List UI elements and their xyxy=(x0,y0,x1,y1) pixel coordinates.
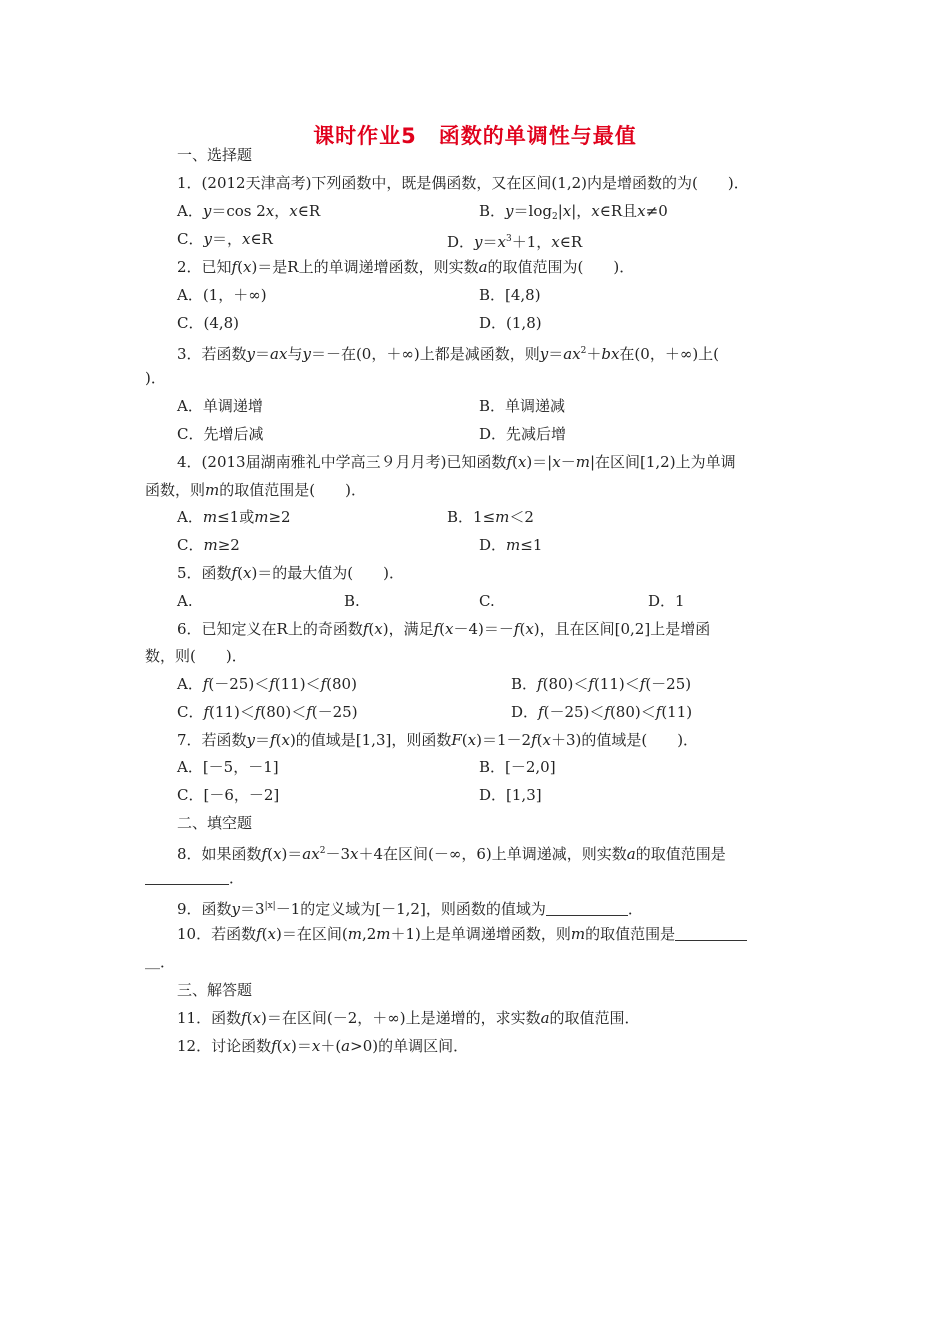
question-5: 5．函数f(x)＝的最大值为( )． xyxy=(177,564,404,582)
question-4: 4．(2013届湖南雅礼中学高三９月月考)已知函数f(x)＝|x－m|在区间[1,2)上为单调 xyxy=(177,453,736,471)
q3-option-d: D．先减后增 xyxy=(479,425,567,443)
q2-option-b: B．[4,8) xyxy=(479,286,541,304)
question-10-continued: ＿． xyxy=(145,953,176,971)
question-8: 8．如果函数$f(x)=ax^2-3x+4$在区间(－∞，6)上单调递减，则实数a的取值范围是 xyxy=(177,845,726,863)
q1-option-a: A．y＝cos 2x，x∈R xyxy=(177,202,321,220)
q7-option-c: C．[－6，－2] xyxy=(177,786,280,804)
q2-option-d: D．(1,8) xyxy=(479,314,542,332)
q6-option-a: A．f(－25)＜f(11)＜f(80) xyxy=(177,675,357,693)
section-heading-fill: 二、填空题 xyxy=(177,814,253,832)
q7-option-b: B．[－2,0] xyxy=(479,758,556,776)
q6-option-c: C．f(11)＜f(80)＜f(－25) xyxy=(177,703,358,721)
question-9: 9．函数$y=3^{|x|}-1$的定义域为[－1,2]，则函数的值域为 ． xyxy=(177,900,643,918)
q5-option-b: B. xyxy=(344,592,360,610)
q3-option-a: A．单调递增 xyxy=(177,397,263,415)
question-2: 2．已知f(x)＝是R上的单调递增函数，则实数a的取值范围为( )． xyxy=(177,258,635,276)
q1-option-b: B．$y=\log_2|x|$，x∈R且x≠0 xyxy=(479,202,668,222)
question-8-answer-line: ． xyxy=(145,868,244,888)
question-11: 11．函数f(x)＝在区间(－2，＋∞)上是递增的，求实数a的取值范围． xyxy=(177,1009,640,1027)
question-6: 6．已知定义在R上的奇函数f(x)，满足f(x－4)＝－f(x)，且在区间[0,2]上是增函 xyxy=(177,620,711,638)
q1-option-d: D．$y=x^3+1$，x∈R xyxy=(447,233,583,251)
q5-option-d: D．1 xyxy=(648,592,685,610)
q1-option-c: C．y＝，x∈R xyxy=(177,230,273,248)
q7-option-d: D．[1,3] xyxy=(479,786,542,804)
q6-option-d: D．f(－25)＜f(80)＜f(11) xyxy=(511,703,693,721)
answer-blank xyxy=(675,926,747,941)
page-title: 课时作业5 函数的单调性与最值 xyxy=(313,124,637,148)
question-6-continued: 数，则( )． xyxy=(145,647,247,665)
question-3: 3．若函数y＝ax与y＝－在(0，＋∞)上都是减函数，则$y=ax^2+bx$在(0，＋∞)上( xyxy=(177,345,720,363)
question-7: 7．若函数y＝f(x)的值域是[1,3]，则函数F(x)＝1－2f(x＋3)的值域是( )． xyxy=(177,731,699,749)
q7-option-a: A．[－5，－1] xyxy=(177,758,279,776)
question-4-continued: 函数，则m的取值范围是( )． xyxy=(145,481,366,499)
q6-option-b: B．f(80)＜f(11)＜f(－25) xyxy=(511,675,692,693)
question-12: 12．讨论函数f(x)＝x＋(a>0)的单调区间． xyxy=(177,1037,469,1055)
q4-option-d: D．m≤1 xyxy=(479,536,543,554)
section-heading-choice: 一、选择题 xyxy=(177,146,253,164)
section-heading-solve: 三、解答题 xyxy=(177,981,253,999)
q5-option-c: C. xyxy=(479,592,495,610)
q2-option-c: C．(4,8) xyxy=(177,314,240,332)
q5-option-a: A. xyxy=(177,592,193,610)
q4-option-b: B．1≤m＜2 xyxy=(447,508,534,526)
q4-option-a: A．m≤1或m≥2 xyxy=(177,508,291,526)
question-3-continued: )． xyxy=(145,369,166,387)
q2-option-a: A．(1，＋∞) xyxy=(177,286,267,304)
question-10: 10．若函数f(x)＝在区间(m,2m＋1)上是单调递增函数，则m的取值范围是 xyxy=(177,924,747,944)
q4-option-c: C．m≥2 xyxy=(177,536,240,554)
q3-option-b: B．单调递减 xyxy=(479,397,566,415)
q3-option-c: C．先增后减 xyxy=(177,425,264,443)
answer-blank xyxy=(546,901,628,916)
answer-blank xyxy=(145,870,229,885)
question-1: 1．(2012天津高考)下列函数中，既是偶函数，又在区间(1,2)内是增函数的为( )． xyxy=(177,174,749,192)
